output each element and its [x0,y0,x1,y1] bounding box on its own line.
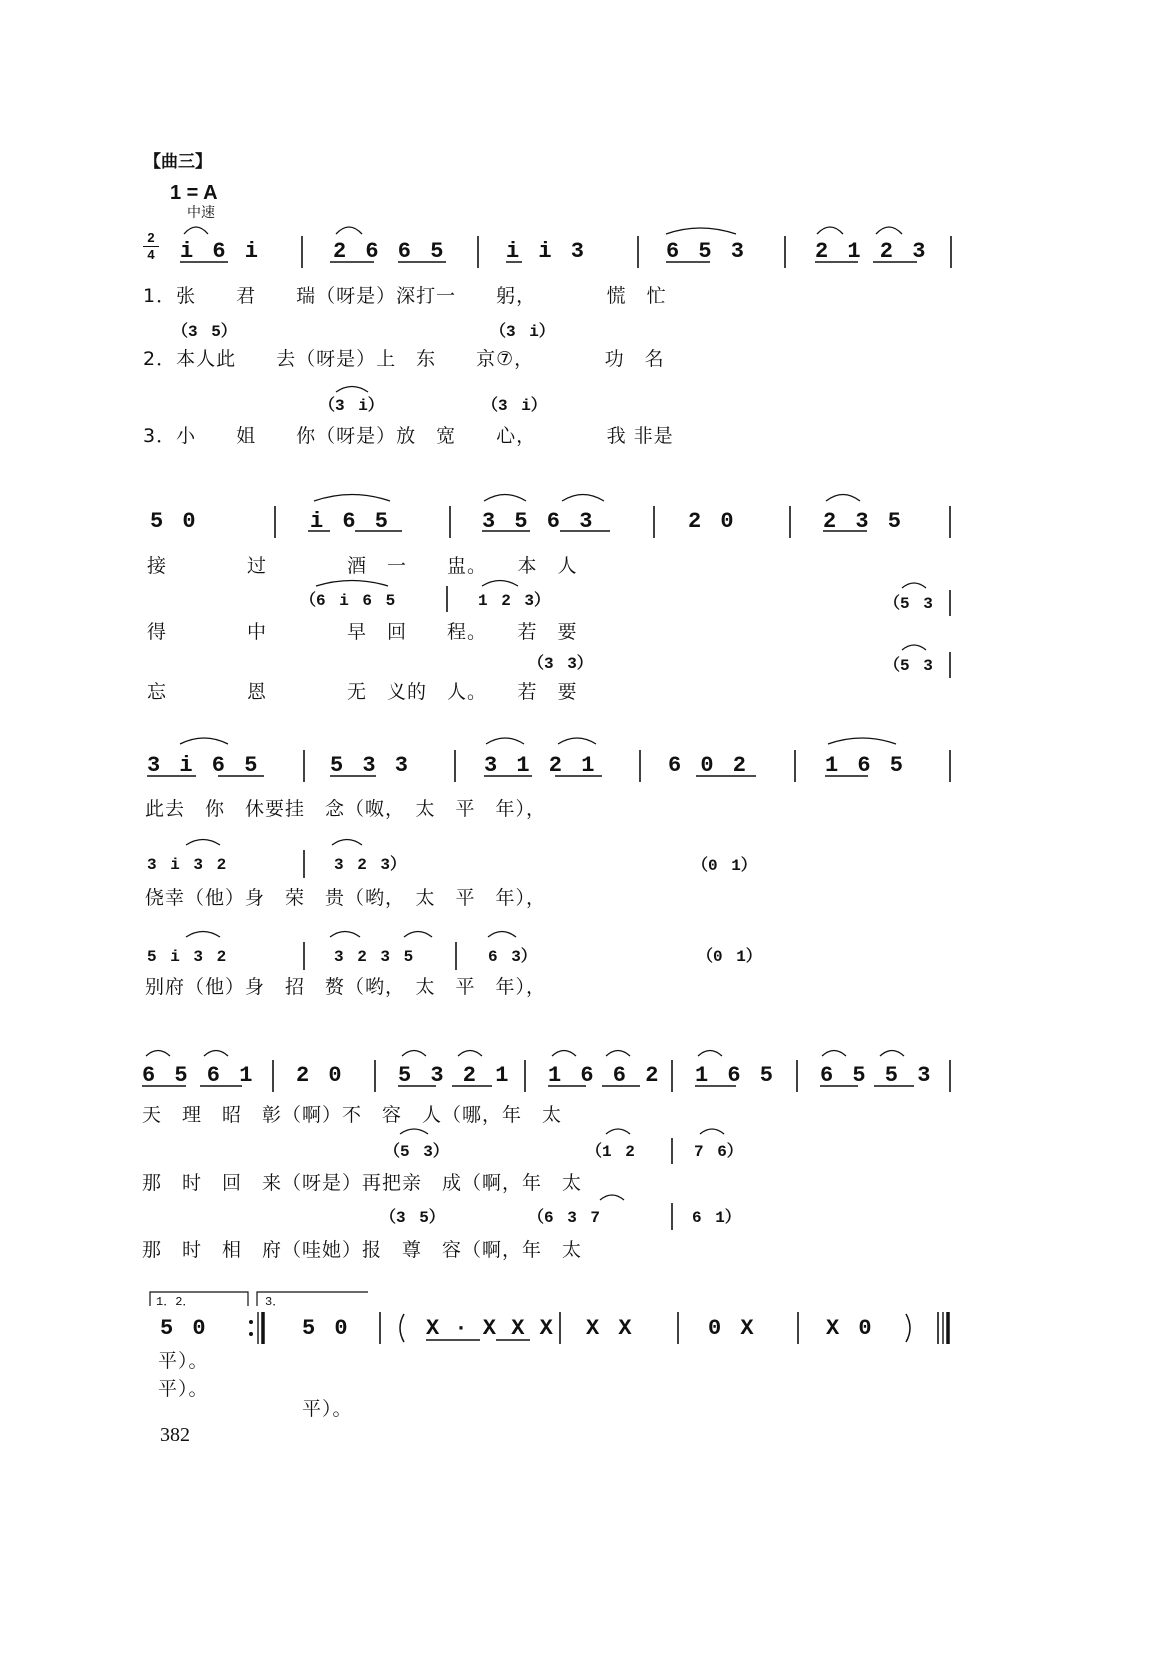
measure-notes: 5 0 [302,1316,348,1341]
variant-notes: （3 3） [528,655,593,673]
volta-brackets [150,1292,368,1309]
variant-notes: （3 i） [482,397,547,415]
time-signature-top: 2 [147,230,155,245]
lyric-line: 平）。 [158,1350,209,1372]
lyric-line: 平）。 [302,1398,353,1420]
measure-notes: i 6 5 [310,509,389,534]
measure-notes: 3 1 2 1 [484,753,595,778]
tempo-marking: 中速 [187,205,215,221]
measure-notes: 2 1 2 3 [815,239,926,264]
measure-notes: 5 3 2 1 [398,1063,509,1088]
lyric-line: 平）。 [158,1378,209,1400]
measure-notes: 5 3 3 [330,753,409,778]
percussion-measure: X 0 [826,1316,872,1341]
lyric-line: 那 时 回 来（呀是）再把亲 成（啊，年 太 [142,1172,583,1194]
variant-notes: （3 5） [172,323,237,341]
variant-notes: 5 i 3 2 [147,948,227,966]
variant-notes: 6 3） [488,948,537,966]
variant-notes: （5 3） [384,1143,449,1161]
open-paren [400,1314,404,1342]
measure-notes: 2 0 [296,1063,342,1088]
measure-notes: 5 0 [160,1316,206,1341]
time-signature-bottom: 4 [147,246,155,262]
lyric-line: 那 时 相 府（哇她）报 尊 容（啊，年 太 [142,1239,583,1261]
lyric-line: 得 中 早 回 程。 若 要 [147,621,578,643]
variant-notes: （3 i） [319,397,384,415]
measure-notes: 2 6 6 5 [333,239,444,264]
measure-notes: 1 6 5 [825,753,904,778]
percussion-measure: X · X X X [426,1316,553,1341]
measure-notes: 2 0 [688,509,734,534]
measure-notes: 5 0 [150,509,196,534]
lyric-line: 接 过 酒 一 盅。 本 人 [147,555,578,577]
volta-2-bracket [257,1292,368,1309]
volta-2-label: 3． [265,1295,285,1309]
variant-notes: （6 i 6 5 [300,592,396,610]
measure-notes: 3 i 6 5 [147,753,258,778]
variant-notes: （0 1） [697,948,762,966]
lyric-line: 忘 恩 无 义的 人。 若 要 [147,681,578,703]
measure-notes: i i 3 [506,239,585,264]
beams [142,262,917,1340]
variant-notes: 1 2 3） [478,592,551,610]
barlines [273,236,951,1344]
measure-notes: 2 3 5 [823,509,902,534]
variant-notes: 6 1） [692,1209,741,1227]
lyric-line: 3．小 姐 你（呀是）放 宽 心， 我 非是 [143,425,674,447]
page-number: 382 [160,1424,190,1446]
variant-notes: （5 3 [884,657,933,675]
variant-notes: （6 3 7 [528,1209,601,1227]
percussion-measure: X X [586,1316,632,1341]
measure-notes: 6 0 2 [668,753,747,778]
repeat-sign [249,1312,263,1344]
lyric-line: 此去 你 休要挂 念（呶， 太 平 年）， [145,798,547,820]
variant-notes: 7 6） [694,1143,743,1161]
lyric-line: 侥幸（他）身 荣 贵（哟， 太 平 年）， [145,887,547,909]
variant-notes: 3 2 3 5 [334,948,414,966]
variant-notes: （0 1） [692,857,757,875]
variant-notes: （3 i） [490,323,555,341]
variant-notes: （3 5） [380,1209,445,1227]
measure-notes: 3 5 6 3 [482,509,593,534]
measure-notes: i 6 i [180,239,259,264]
volta-1-label: 1．2． [156,1295,195,1309]
measure-notes: 1 6 5 [695,1063,774,1088]
measure-notes: 6 5 6 1 [142,1063,253,1088]
slurs [146,227,926,1200]
final-barline [943,1312,948,1344]
section-title: 【曲三】 [144,152,212,171]
percussion-measure: 0 X [708,1316,754,1341]
variant-notes: 3 2 3） [334,856,407,874]
lyric-line: 1．张 君 瑞（呀是）深打一 躬， 慌 忙 [143,285,667,307]
variant-notes: （5 3 [884,595,933,613]
volta-1-bracket [150,1292,248,1309]
lyric-line: 别府（他）身 招 赘（哟， 太 平 年）， [145,976,547,998]
variant-notes: 3 i 3 2 [147,856,227,874]
lyric-line: 2．本人此 去（呀是）上 东 京⑦， 功 名 [143,348,665,370]
measure-notes: 6 5 3 [666,239,745,264]
measure-notes: 6 5 5 3 [820,1063,931,1088]
key-signature: 1 = A [170,182,218,204]
lyric-line: 天 理 昭 彰（啊）不 容 人（哪，年 太 [142,1104,563,1126]
variant-notes: （1 2 [586,1143,635,1161]
measure-notes: 1 6 6 2 [548,1063,659,1088]
close-paren [906,1314,910,1342]
